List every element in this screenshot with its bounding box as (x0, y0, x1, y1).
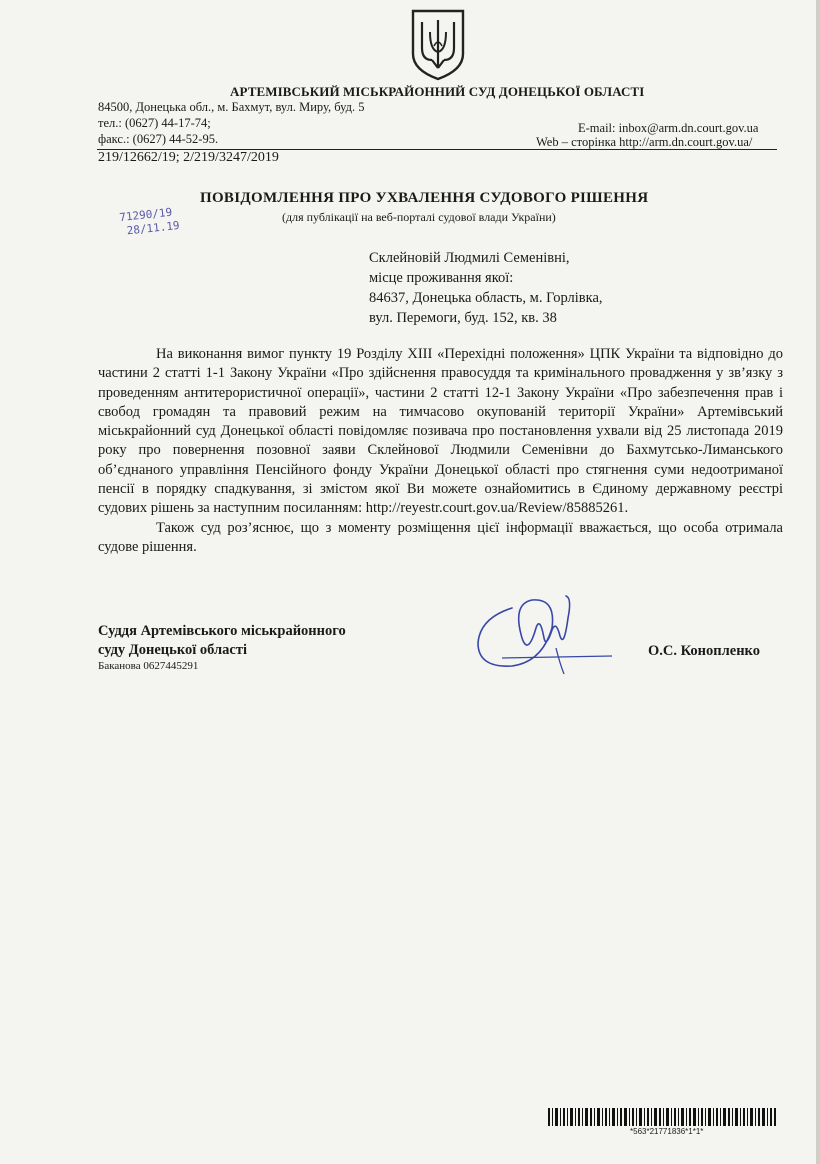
recipient-name: Склейновій Людмилі Семенівні, (369, 250, 570, 266)
judge-name: О.С. Конопленко (648, 643, 760, 659)
court-phone: тел.: (0627) 44-17-74; (98, 116, 211, 130)
handwritten-note-line: 71290/19 (118, 205, 173, 225)
recipient-line: 84637, Донецька область, м. Горлівка, (369, 290, 603, 306)
document-subtitle: (для публікації на веб-порталі судової влади України) (282, 210, 556, 224)
recipient-line: вул. Перемоги, буд. 152, кв. 38 (369, 310, 557, 326)
scan-edge (816, 0, 820, 1164)
handwritten-signature (472, 588, 622, 678)
court-email: E-mail: inbox@arm.dn.court.gov.ua (578, 121, 759, 135)
clerk-contact: Баканова 0627445291 (98, 660, 199, 672)
court-address: 84500, Донецька обл., м. Бахмут, вул. Миру, буд. 5 (98, 100, 365, 114)
handwritten-note-line: 28/11.19 (126, 218, 181, 238)
coat-of-arms-icon (410, 8, 466, 82)
handwritten-note (119, 205, 181, 239)
body-paragraph: Також суд роз’яснює, що з моменту розміщення цієї інформації вважається, що особа отримала судове рішення. (98, 519, 783, 555)
barcode-number: *563*21771836*1*1* (630, 1127, 704, 1136)
court-name: АРТЕМІВСЬКИЙ МІСЬКРАЙОННИЙ СУД ДОНЕЦЬКОЇ ОБЛАСТІ (230, 84, 645, 99)
body-paragraph: На виконання вимог пункту 19 Розділу XIII «Перехідні положення» ЦПК України та відповідно до частини 2 статті 1-1 Закону України «Про здійснення правосуддя та кримінального провадження у зв’язку з проведенням антитерористичної операції», частини 2 статті 12-1 Закону України «Про забезпечення прав і свобод громадян та правовий режим на тимчасово окупованій території України» Артемівський міськрайонний суд Донецької області повідомляє позивача про постановлення ухвали від 25 листопада 2019 року про повернення позовної заяви Склейнової Людмили Семенівни до Бахмутсько-Лиманського об’єднаного управління Пенсійного фонду України Донецької області про стягнення суми недоотриманої пенсії в порядку спадкування, зі змістом якої Ви можете ознайомитись в Єдиному державному реєстрі судових рішень за наступним посиланням: http://reyestr.court.gov.ua/Review/85885261. (98, 346, 783, 517)
judge-title-line: Суддя Артемівського міськрайонного (98, 623, 346, 639)
notice-body (98, 345, 783, 557)
judge-title-line: суду Донецької області (98, 642, 248, 658)
document-title: ПОВІДОМЛЕННЯ ПРО УХВАЛЕННЯ СУДОВОГО РІШЕННЯ (200, 190, 649, 206)
recipient-line: місце проживання якої: (369, 270, 514, 286)
court-fax: факс.: (0627) 44-52-95. (98, 132, 219, 146)
case-numbers: 219/12662/19; 2/219/3247/2019 (98, 150, 279, 165)
recipient-block (369, 248, 603, 328)
barcode-image (548, 1108, 776, 1126)
court-website: Web – сторінка http://arm.dn.court.gov.ua/ (536, 135, 753, 149)
judge-title (98, 622, 346, 660)
